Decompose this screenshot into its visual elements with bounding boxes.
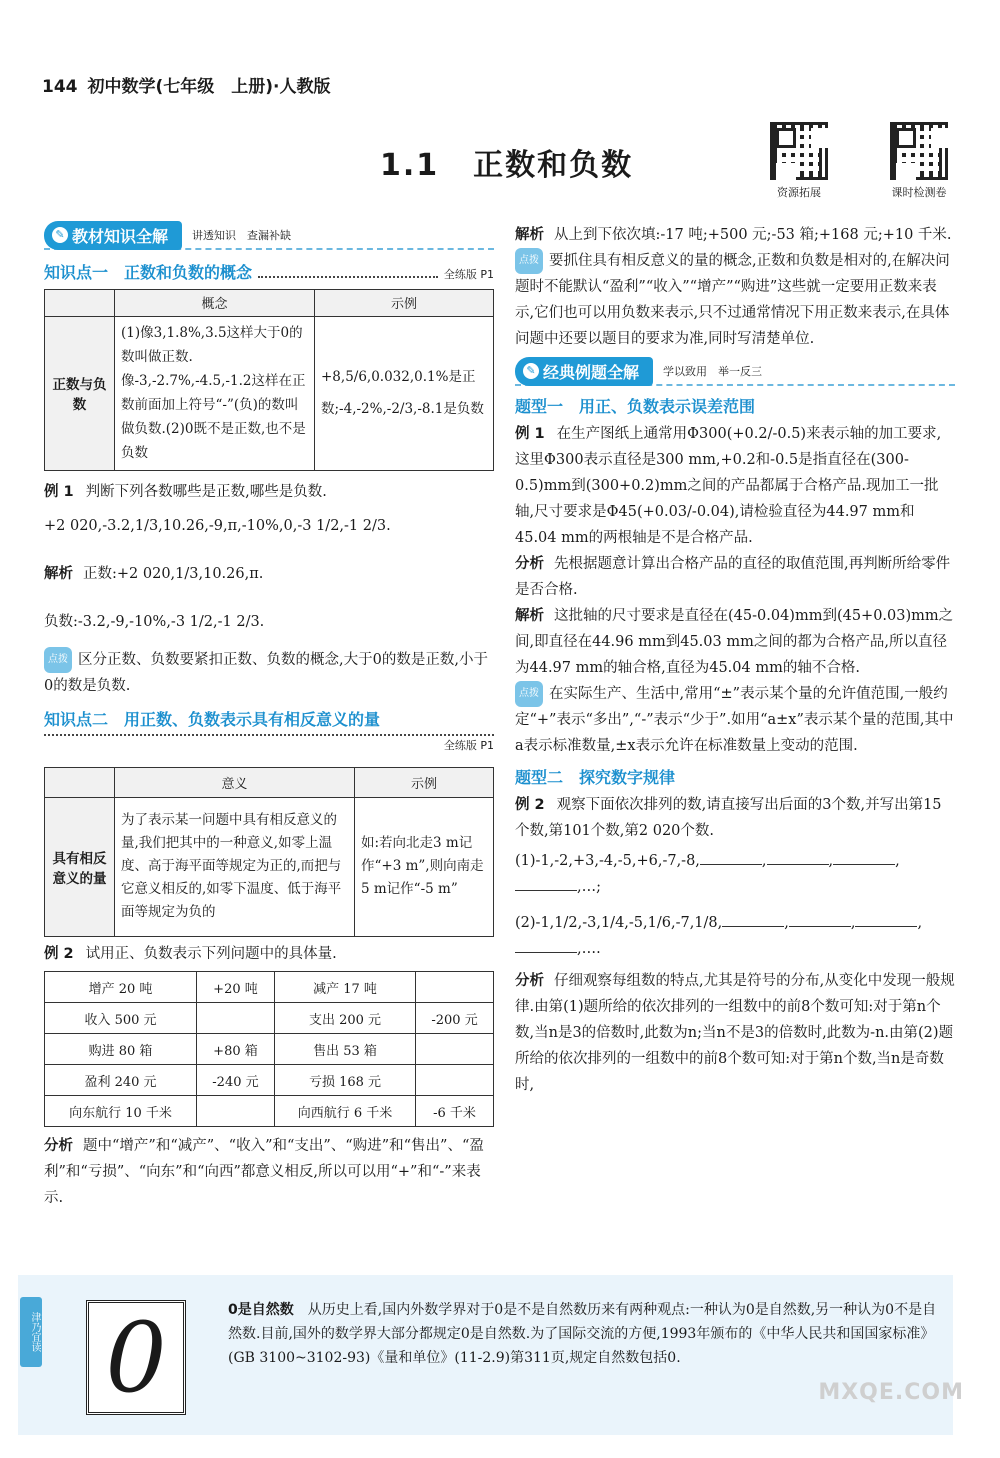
example-label: 例 1 xyxy=(44,484,74,500)
sequence-1: (1)-1,-2,+3,-4,-5,+6,-7,-8, xyxy=(515,853,700,869)
example-text: 试用正、负数表示下列问题中的具体量. xyxy=(85,946,337,962)
chapter-title xyxy=(380,140,633,184)
book-icon: ✎ xyxy=(523,363,539,379)
table-row xyxy=(45,972,494,1003)
example-label: 例 1 xyxy=(515,426,545,442)
section-badge xyxy=(515,357,653,386)
kp-title: 知识点一 正数和负数的概念 xyxy=(44,263,253,282)
table-cell: 购进 80 箱 xyxy=(45,1034,197,1065)
tip-badge: 点拨 xyxy=(515,681,543,707)
example-label: 例 2 xyxy=(515,797,545,813)
page-number: 144 xyxy=(42,77,78,97)
tip-text: 在实际生产、生活中,常用“±”表示某个量的允许值范围,一般约定“+”表示“多出”,“-”表示“少于”.如用“a±x”表示某个量的范围,其中a表示标准数量,±x表示允许在标准数量上变动的范围. xyxy=(515,686,954,754)
section-label: 经典例题全解 xyxy=(543,362,640,382)
table-cell: 支出 200 元 xyxy=(274,1003,415,1034)
table-cell: 减产 17 吨 xyxy=(274,972,415,1003)
reading-text xyxy=(228,1298,948,1370)
section-label: 教材知识全解 xyxy=(72,226,169,246)
table-cell: 亏损 168 元 xyxy=(274,1065,415,1096)
answer-blank[interactable] xyxy=(700,851,762,865)
table-cell: 盈利 240 元 xyxy=(45,1065,197,1096)
table-header: 示例 xyxy=(355,768,494,798)
analysis-text: 先根据题意计算出合格产品的直径的取值范围,再判断所给零件是否合格. xyxy=(515,556,951,598)
example-cell: +8,5/6,0.032,0.1%是正数;-4,-2%,-2/3,-8.1是负数 xyxy=(315,316,494,470)
left-column xyxy=(44,222,494,1211)
solution-negative: 负数:-3.2,-9,-10%,-3 1/2,-1 2/3. xyxy=(44,614,265,630)
analysis-text: 题中“增产”和“减产”、“收入”和“支出”、“购进”和“售出”、“盈利”和“亏损”、“向东”和“向西”都意义相反,所以可以用“+”和“-”来表示. xyxy=(44,1138,484,1206)
table-cell[interactable] xyxy=(416,1065,494,1096)
page-header xyxy=(42,72,331,97)
kp-ref: 全练版 P1 xyxy=(443,268,494,281)
answer-blank[interactable] xyxy=(515,877,577,891)
section-subtitle: 讲透知识 查漏补缺 xyxy=(192,229,292,242)
answer-blank[interactable] xyxy=(855,913,917,927)
table-cell[interactable] xyxy=(416,972,494,1003)
analysis-text: 仔细观察每组数的特点,尤其是符号的分布,从变化中发现一般规律.由第(1)题所给的依次排列的一组数中的前8个数可知:对于第n个数,当n是3的倍数时,此数为n;当n不是3的倍数时,此数为-n.由第(2)题所给的依次排列的一组数中的前8个数可知:对于第n个数,当n是奇数时, xyxy=(515,973,955,1093)
meaning-cell: 为了表示某一问题中具有相反意义的量,我们把其中的一种意义,如零上温度、高于海平面等规定为正的,而把与它意义相反的,如零下温度、低于海平面等规定为负的 xyxy=(115,797,355,936)
example-text: 判断下列各数哪些是正数,哪些是负数. xyxy=(85,484,327,500)
chapter-name: 正数和负数 xyxy=(473,148,634,183)
table-cell: 增产 20 吨 xyxy=(45,972,197,1003)
example-cell: 如:若向北走3 m记作“+3 m”,则向南走5 m记作“-5 m” xyxy=(355,797,494,936)
table-cell: 向东航行 10 千米 xyxy=(45,1096,197,1127)
answer-blank[interactable] xyxy=(767,851,829,865)
solution-label: 解析 xyxy=(515,608,544,624)
qr-caption: 资源拓展 xyxy=(777,186,821,199)
book-title: 初中数学(七年级 上册)·人教版 xyxy=(87,77,331,97)
section-subtitle: 学以致用 举一反三 xyxy=(663,365,763,378)
tip-badge: 点拨 xyxy=(44,647,72,673)
concept-table xyxy=(44,289,494,471)
row-header: 具有相反意义的量 xyxy=(45,797,115,936)
table-cell[interactable] xyxy=(416,1034,494,1065)
analysis-label: 分析 xyxy=(515,973,544,989)
solution-label: 解析 xyxy=(515,227,544,243)
table-row xyxy=(45,1096,494,1127)
table-cell: -200 元 xyxy=(416,1003,494,1034)
table-row xyxy=(45,1034,494,1065)
knowledge-point-1 xyxy=(44,260,494,283)
chapter-number: 1.1 xyxy=(380,148,440,183)
sequence-2: (2)-1,1/2,-3,1/4,-5,1/6,-7,1/8, xyxy=(515,915,723,931)
answer-blank[interactable] xyxy=(833,851,895,865)
solution-label: 解析 xyxy=(44,566,73,582)
question-type-1: 题型一 用正、负数表示误差范围 xyxy=(515,397,756,416)
table-cell[interactable] xyxy=(197,1003,275,1034)
qr-caption: 课时检测卷 xyxy=(891,186,947,199)
right-column: 解析 从上到下依次填:-17 吨;+500 元;-53 箱;+168 元;+10 千米. 点拨 要抓住具有相反意义的量的概念,正数和负数是相对的,在解决问题时不能默认“盈利”“收入”“增产”“购进”这些就一定要用正数来表示,它们也可以用负数来表示,只不过通常情况下用正数来表示,在具体问题中还要以题目的要求为准,同时写清楚单位. ✎ 经典例题全解 学以致用 举一反三 题型一 用正、负数表示误差范围 例 1 在生产图纸上通常用Φ300(+0.2/-0.5)来表示轴的加工要求,这里Φ300表示直径是300 mm,+0.2和-0.5是指直径在(300-0.5)mm到(300+0.2)mm之间的产品都属于合格产品.现加工一批轴,尺寸要求是Φ45(+0.03/-0.04),请检验直径为44.97 mm和45.04 mm的两根轴是不是合格产品. 分析 先根据题意计算出合格产品的直径的取值范围,再判断所给零件是否合格. 解析 这批轴的尺寸要求是直径在(45-0.04)mm到(45+0.03)mm之间,即直径在44.96 mm到45.03 mm之间的都为合格产品,所以直径为44.97 mm的轴合格,直径为45.04 mm的轴不合格. 点拨 在实际生产、生活中,常用“±”表示某个量的允许值范围,一般约定“+”表示“多出”,“-”表示“少于”.如用“a±x”表示某个量的范围,其中a表示标准数量,±x表示允许在标准数量上变动的范围. 题型二 探究数字规律 例 2 观察下面依次排列的数,请直接写出后面的3个数,并写出第15个数,第101个数,第2 020个数. (1)-1,-2,+3,-4,-5,+6,-7,-8, , , , ,…; (2)-1,1/2,-3,1/4,-5,1/6,-7,1/8, , , , ,…. 分析 仔细观察每组数的特点,尤其是符号的分布,从变化中发现一般规律.由第(1)题所给的依次排列的一组数中的前8个数可知:对于第n个数,当n是3的倍数时,此数为n;当n不是3的倍数时,此数为-n.由第(2)题所给的依次排列的一组数中的前8个数可知:对于第n个数,当n是奇数时, xyxy=(515,227,955,1093)
watermark: MXQE.COM xyxy=(818,1380,964,1405)
example-label: 例 2 xyxy=(44,946,74,962)
answer-blank[interactable] xyxy=(722,913,784,927)
qr-code-test[interactable] xyxy=(890,122,948,180)
tip-text: 要抓住具有相反意义的量的概念,正数和负数是相对的,在解决问题时不能默认“盈利”“收入”“增产”“购进”这些就一定要用正数来表示,它们也可以用负数来表示,只不过通常情况下用正数来表示,在具体问题中还要以题目的要求为准,同时写清楚单位. xyxy=(515,253,950,347)
quantity-table xyxy=(44,971,494,1127)
table-header: 示例 xyxy=(315,290,494,317)
row-header: 正数与负数 xyxy=(45,316,115,470)
table-row xyxy=(45,1065,494,1096)
example-numbers: +2 020,-3.2,1/3,10.26,-9,π,-10%,0,-3 1/2,-1 2/3. xyxy=(44,518,391,534)
section-header xyxy=(515,358,955,386)
meaning-table xyxy=(44,767,494,937)
kp-ref: 全练版 P1 xyxy=(44,734,494,753)
reading-title: 0是自然数 xyxy=(228,1302,294,1318)
solution-positive: 正数:+2 020,1/3,10.26,π. xyxy=(83,566,264,582)
table-row xyxy=(45,1003,494,1034)
tip-badge: 点拨 xyxy=(515,248,543,274)
question-type-2: 题型二 探究数字规律 xyxy=(515,768,676,787)
book-icon: ✎ xyxy=(52,227,68,243)
tip-text: 区分正数、负数要紧扣正数、负数的概念,大于0的数是正数,小于0的数是负数. xyxy=(44,652,488,694)
zero-glyph: 0 xyxy=(86,1300,186,1415)
table-cell[interactable] xyxy=(197,1096,275,1127)
table-header: 意义 xyxy=(115,768,355,798)
qr-code-resources[interactable] xyxy=(770,122,828,180)
table-cell: +20 吨 xyxy=(197,972,275,1003)
table-cell: 售出 53 箱 xyxy=(274,1034,415,1065)
table-cell: +80 箱 xyxy=(197,1034,275,1065)
example-text: 在生产图纸上通常用Φ300(+0.2/-0.5)来表示轴的加工要求,这里Φ300表示直径是300 mm,+0.2和-0.5是指直径在(300-0.5)mm到(300+0.2)mm之间的产品都属于合格产品.现加工一批轴,尺寸要求是Φ45(+0.03/-0.04),请检验直径为44.97 mm和45.04 mm的两根轴是不是合格产品. xyxy=(515,426,942,546)
table-cell: -240 元 xyxy=(197,1065,275,1096)
knowledge-point-2: 知识点二 用正数、负数表示具有相反意义的量 xyxy=(44,710,381,729)
reading-tab: 津乃宜读 xyxy=(20,1297,42,1367)
solution-text: 这批轴的尺寸要求是直径在(45-0.04)mm到(45+0.03)mm之间,即直径在44.96 mm到45.03 mm之间的都为合格产品,所以直径为44.97 mm的轴合格,直径为45.04 mm的轴不合格. xyxy=(515,608,954,676)
section-header xyxy=(44,222,494,250)
answer-blank[interactable] xyxy=(789,913,851,927)
answer-blank[interactable] xyxy=(515,939,577,953)
table-header: 概念 xyxy=(115,290,315,317)
analysis-label: 分析 xyxy=(515,556,544,572)
solution-text: 从上到下依次填:-17 吨;+500 元;-53 箱;+168 元;+10 千米. xyxy=(554,227,952,243)
analysis-label: 分析 xyxy=(44,1138,73,1154)
table-cell: 收入 500 元 xyxy=(45,1003,197,1034)
example-text: 观察下面依次排列的数,请直接写出后面的3个数,并写出第15个数,第101个数,第2 020个数. xyxy=(515,797,942,839)
section-badge xyxy=(44,221,182,250)
table-cell: 向西航行 6 千米 xyxy=(274,1096,415,1127)
concept-cell: (1)像3,1.8%,3.5这样大于0的数叫做正数.像-3,-2.7%,-4.5,-1.2这样在正数前面加上符号“-”(负)的数叫做负数.(2)0既不是正数,也不是负数 xyxy=(115,316,315,470)
reading-body: 从历史上看,国内外数学界对于0是不是自然数历来有两种观点:一种认为0是自然数,另一种认为0不是自然数.目前,国外的数学界大部分都规定0是自然数.为了国际交流的方便,1993年颁布的《中华人民共和国国家标准》(GB 3100~3102-93)《量和单位》(11-2.9)第311页,规定自然数包括0. xyxy=(228,1302,937,1366)
table-cell: -6 千米 xyxy=(416,1096,494,1127)
